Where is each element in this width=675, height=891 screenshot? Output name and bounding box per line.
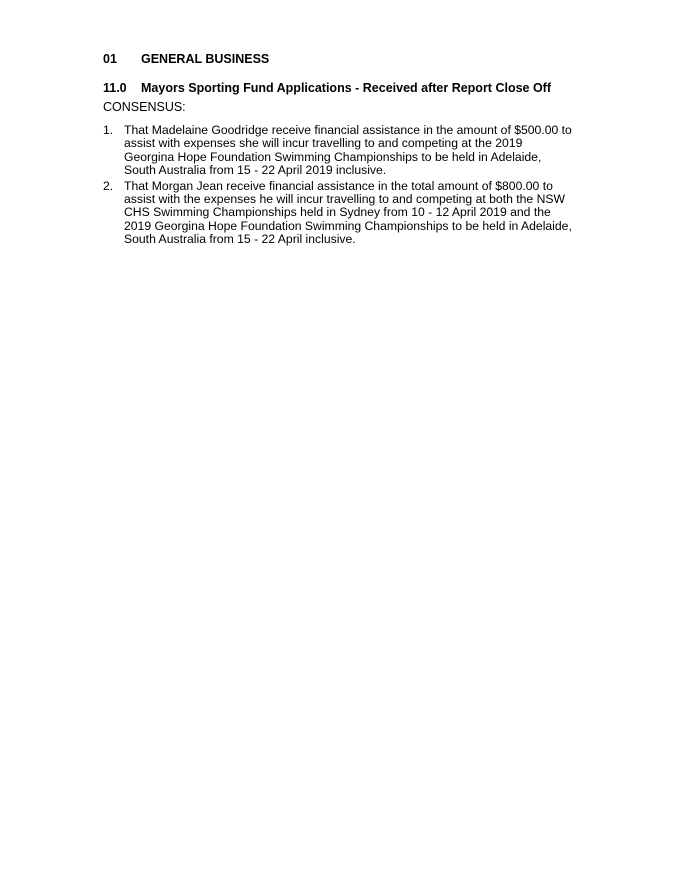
resolution-item [103,124,573,178]
resolution-list [103,124,573,249]
resolution-text: That Morgan Jean receive financial assistance in the total amount of $800.00 to assist with the expenses he will incur travelling to and competing at both the NSW CHS Swimming Championships held in Sydney from 10 - 12 April 2019 and the 2019 Georgina Hope Foundation Swimming Championships to be held in Adelaide, South Australia from 15 - 22 April inclusive. [124,178,572,247]
section-title: GENERAL BUSINESS [141,52,270,66]
consensus-label: CONSENSUS: [103,100,186,114]
item-title: Mayors Sporting Fund Applications - Received after Report Close Off [141,81,552,95]
section-number: 01 [103,52,117,66]
resolution-marker: 1. [103,123,114,137]
resolution-item [103,180,573,247]
resolution-text: That Madelaine Goodridge receive financial assistance in the amount of $500.00 to assist with expenses she will incur travelling to and competing at the 2019 Georgina Hope Foundation Swimming Championships to be held in Adelaide, South Australia from 15 - 22 April 2019 inclusive. [124,123,572,178]
resolution-marker: 2. [103,178,114,193]
section-heading [103,52,269,67]
item-number: 11.0 [103,81,127,95]
item-heading [103,81,551,96]
